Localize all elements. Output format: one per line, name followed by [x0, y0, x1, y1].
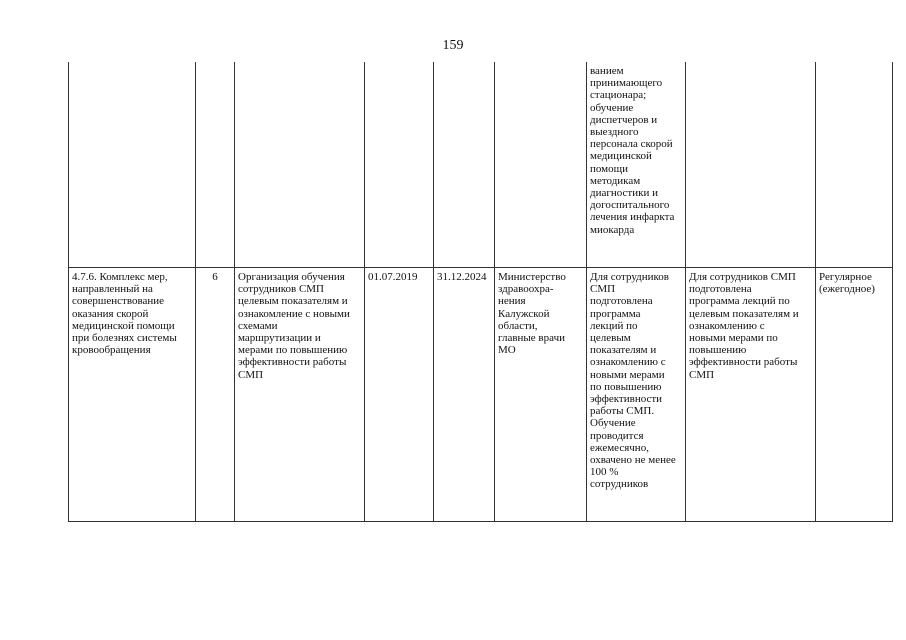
measure-description: Организация обучения сотрудников СМП целевым показателям и ознакомление с новыми схемами маршрутизации и мерами по повышению эффективности работы СМП [238, 271, 350, 381]
start-date: 01.07.2019 [368, 271, 418, 283]
cell-number [196, 62, 235, 268]
cell-description [235, 62, 365, 268]
cell-responsible [495, 62, 587, 268]
cell-start-date [365, 62, 434, 268]
cell-outcome [686, 268, 816, 522]
responsible-party: Министерство здравоохра- нения Калужской области, главные врачи МО [498, 271, 566, 357]
measures-table [68, 62, 893, 522]
cell-end-date [434, 268, 495, 522]
page-number: 159 [442, 38, 464, 53]
results-text: Для сотрудников СМП подготовлена программа лекций по целевым показателям и ознакомлению с новыми мерами по повышению эффективности работы СМП. Обучение проводится ежемесячно, охвачено не менее 100 % сотрудников [590, 271, 676, 491]
periodicity: Регулярное (ежегодное) [819, 271, 875, 296]
table-row [69, 268, 893, 522]
cell-responsible [495, 268, 587, 522]
cell-start-date [365, 268, 434, 522]
results-text: ванием принимающего стационара; обучение диспетчеров и выездного персонала скорой медицинской помощи методикам диагностики и догоспитального лечения инфаркта миокарда [590, 65, 675, 236]
cell-outcome [686, 62, 816, 268]
table-row-continuation [69, 62, 893, 268]
cell-periodicity [816, 268, 893, 522]
cell-periodicity [816, 62, 893, 268]
outcome-text: Для сотрудников СМП подготовлена программа лекций по целевым показателям и ознакомлению с новыми мерами по повышению эффективности работы СМП [689, 271, 799, 381]
measure-name: 4.7.6. Комплекс мер, направленный на совершенствование оказания скорой медицинской помощи при болезнях системы кровообращения [72, 271, 177, 357]
cell-results [587, 62, 686, 268]
end-date: 31.12.2024 [437, 271, 487, 283]
cell-description [235, 268, 365, 522]
cell-name [69, 62, 196, 268]
cell-number [196, 268, 235, 522]
cell-end-date [434, 62, 495, 268]
measure-number: 6 [212, 271, 218, 283]
cell-results [587, 268, 686, 522]
cell-name [69, 268, 196, 522]
